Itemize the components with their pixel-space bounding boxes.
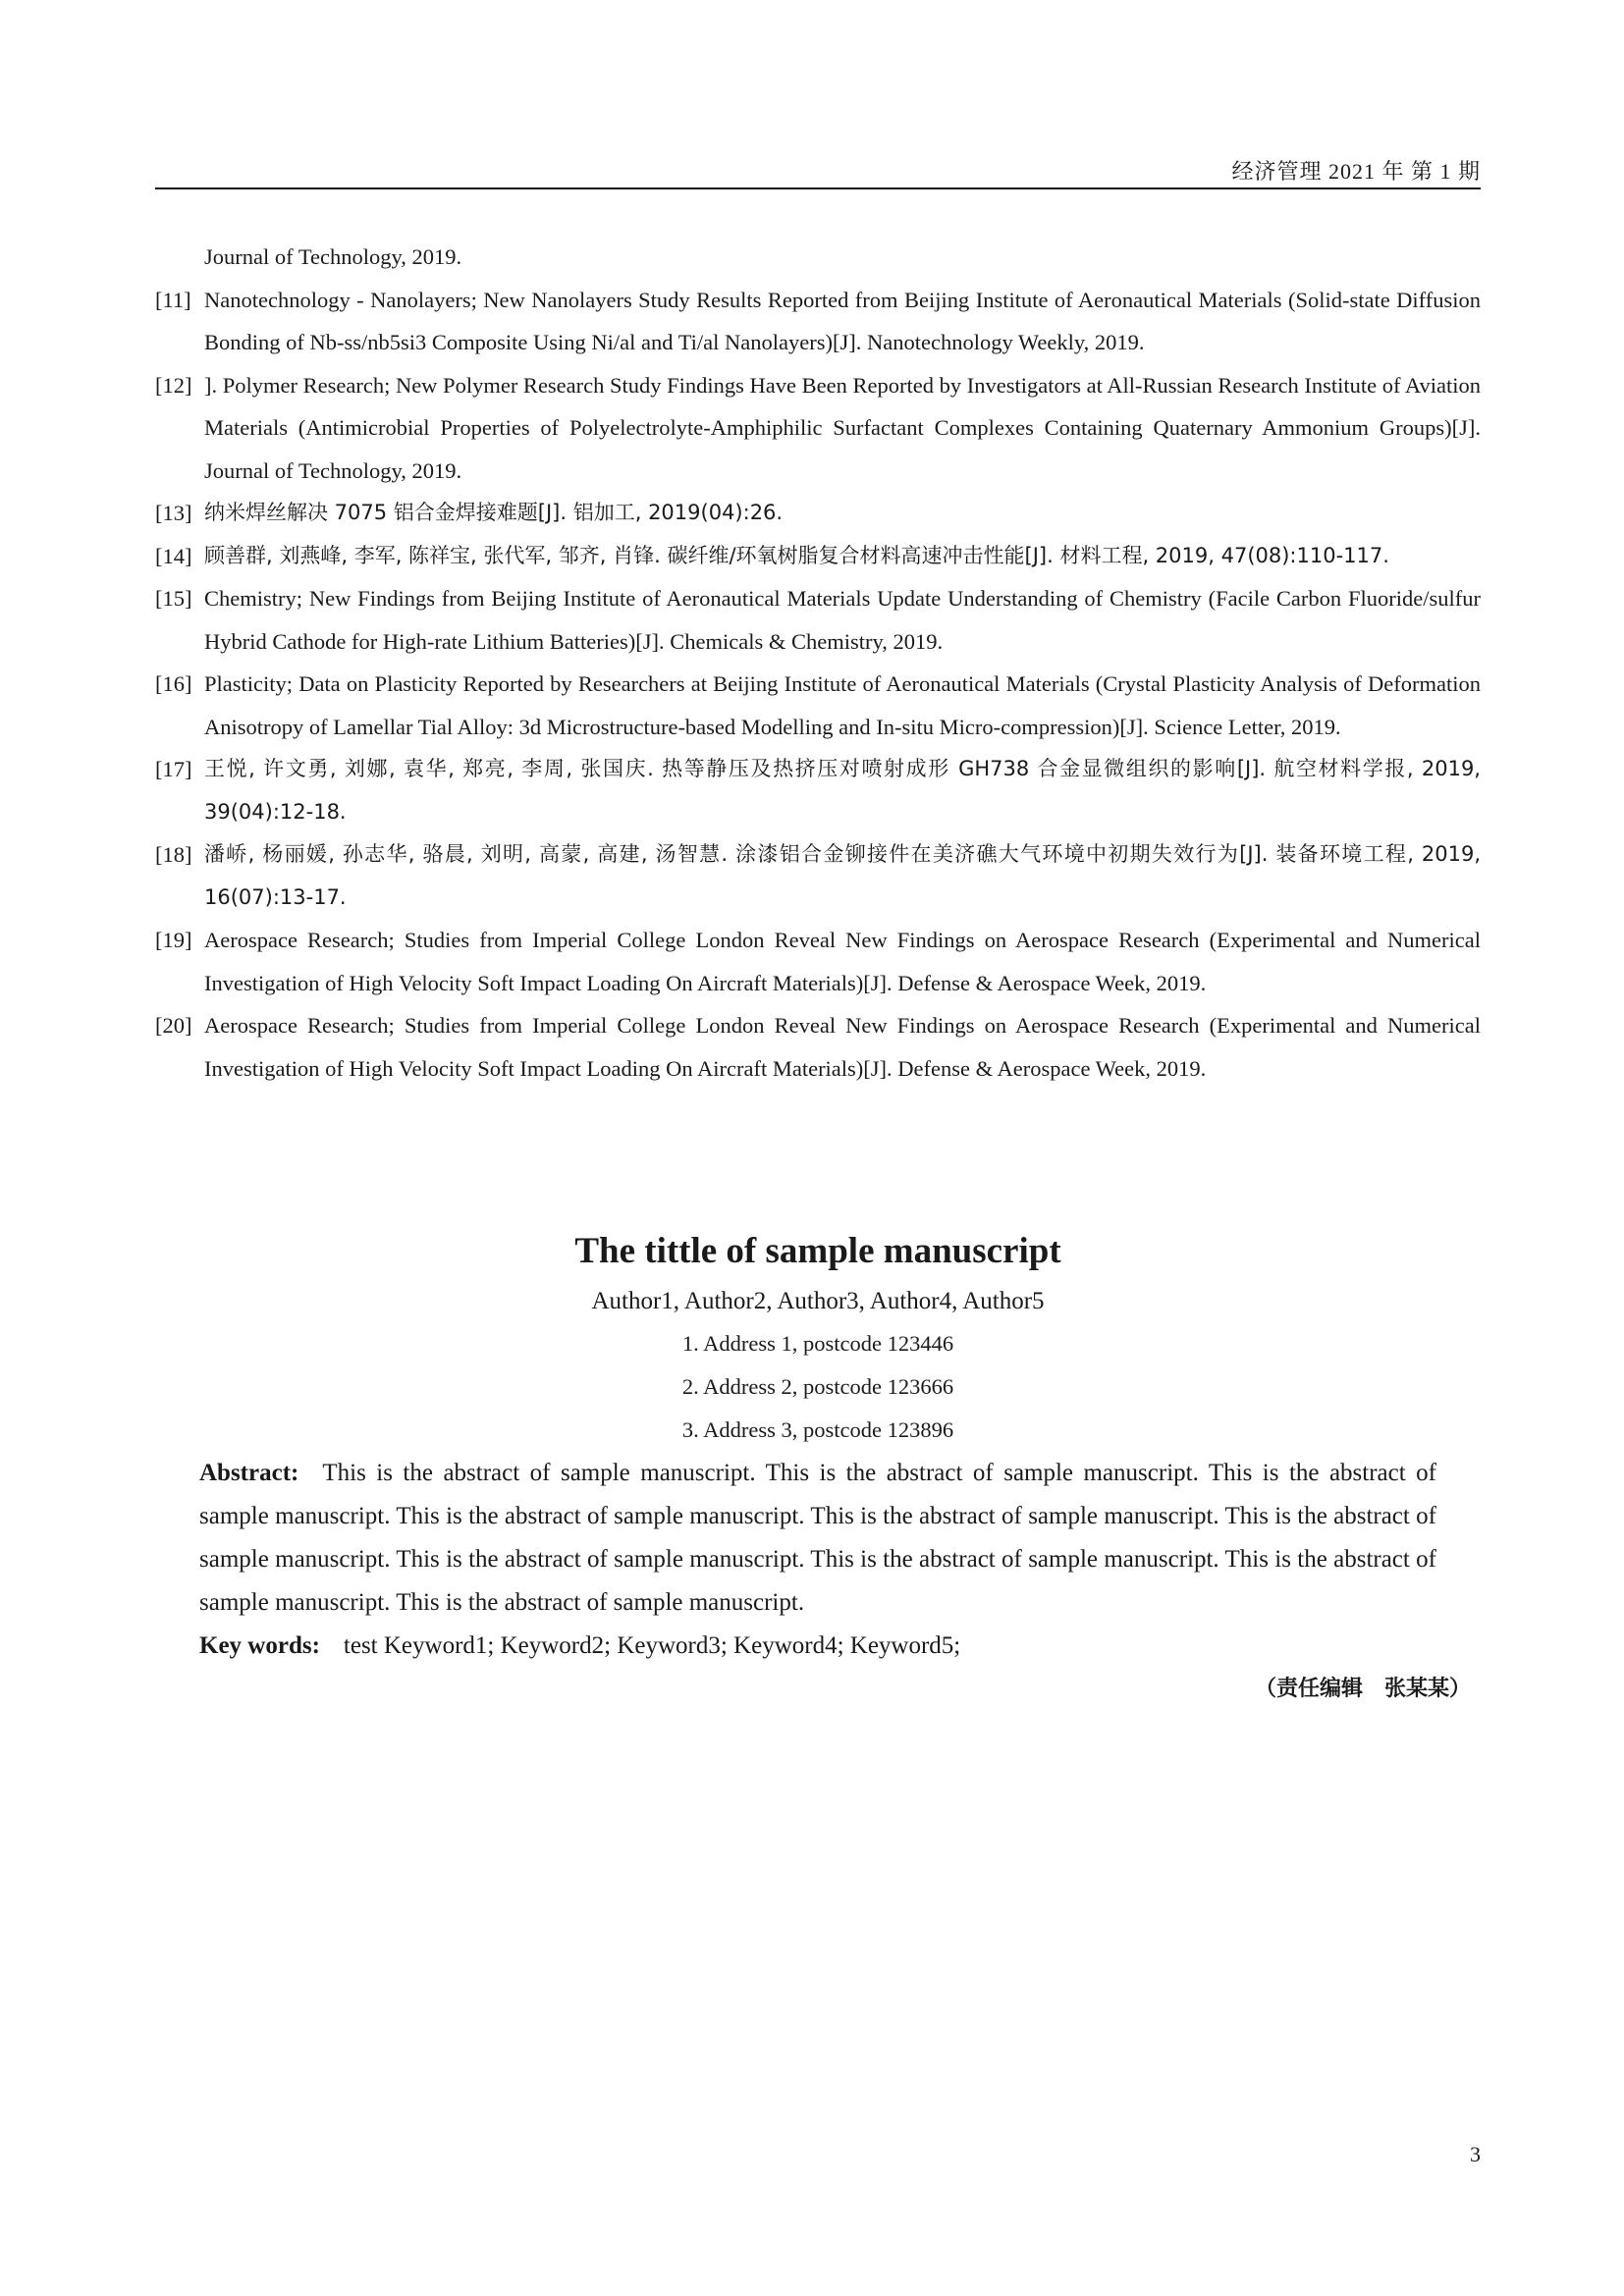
reference-number: [20] <box>155 1013 192 1038</box>
reference-number: [17] <box>155 757 192 781</box>
reference-text: Plasticity; Data on Plasticity Reported by Researchers at Beijing Institute of Aeronautical Materials (Crystal Plasticity Analysis of Deformation Anisotropy of Lamellar Tial Alloy: 3d Microstructure-based Modelling and In-situ Micro-compression)[J]. Science Letter, 2019. <box>204 671 1481 739</box>
reference-number: [13] <box>155 501 192 525</box>
reference-list <box>155 236 1481 1090</box>
reference-text: 纳米焊丝解决 7075 铝合金焊接难题[J]. 铝加工, 2019(04):26. <box>204 501 784 524</box>
sample-manuscript <box>155 1222 1481 1711</box>
page-number: 3 <box>1470 2142 1481 2166</box>
keywords-label: Key words: <box>199 1632 320 1659</box>
reference-number: [12] <box>155 372 192 398</box>
address-line: 2. Address 2, postcode 123666 <box>681 1374 954 1399</box>
reference-item <box>155 919 1481 1004</box>
address-line: 3. Address 3, postcode 123896 <box>681 1417 954 1442</box>
reference-text: 潘峤, 杨丽媛, 孙志华, 骆晨, 刘明, 高蒙, 高建, 汤智慧. 涂漆铝合金铆接件在美济礁大气环境中初期失效行为[J]. 装备环境工程, 2019, 16(07):13-17. <box>204 842 1481 909</box>
manuscript-title: The tittle of sample manuscript <box>574 1231 1061 1271</box>
keywords-line <box>199 1625 1436 1668</box>
reference-number: [18] <box>155 842 192 867</box>
reference-item <box>155 577 1481 663</box>
reference-text: 王悦, 许文勇, 刘娜, 袁华, 郑亮, 李周, 张国庆. 热等静压及热挤压对喷射成形 GH738 合金显微组织的影响[J]. 航空材料学报, 2019, 39(04):12-18. <box>204 757 1481 824</box>
abstract-label: Abstract: <box>199 1460 299 1486</box>
abstract-text: This is the abstract of sample manuscript. This is the abstract of sample manuscript. This is the abstract of sample manuscript. This is the abstract of sample manuscript. This is the abstract of sample manuscript. This is the abstract of sample manuscript. This is the abstract of sample manuscript. This is the abstract of sample manuscript. This is the abstract of sample manuscript. This is the abstract of sample manuscript. <box>199 1460 1436 1616</box>
reference-number: [11] <box>155 287 191 312</box>
reference-text: Aerospace Research; Studies from Imperial College London Reveal New Findings on Aerospace Research (Experimental and Numerical Investigation of High Velocity Soft Impact Loading On Aircraft Materials)[J]. Defense & Aerospace Week, 2019. <box>204 1013 1481 1081</box>
reference-number: [19] <box>155 928 192 952</box>
manuscript-authors: Author1, Author2, Author3, Author4, Author5 <box>591 1288 1045 1314</box>
reference-number: [14] <box>155 543 192 568</box>
reference-item <box>155 279 1481 364</box>
reference-text: 顾善群, 刘燕峰, 李军, 陈祥宝, 张代军, 邹齐, 肖锋. 碳纤维/环氧树脂复合材料高速冲击性能[J]. 材料工程, 2019, 47(08):110-117. <box>204 543 1389 567</box>
header-rule <box>155 187 1481 189</box>
reference-continuation: Journal of Technology, 2019. <box>204 244 462 269</box>
responsible-editor: （责任编辑 张某某） <box>1254 1677 1471 1701</box>
address-line: 1. Address 1, postcode 123446 <box>681 1331 954 1356</box>
reference-item <box>155 364 1481 493</box>
reference-text: Nanotechnology - Nanolayers; New Nanolayers Study Results Reported from Beijing Institute of Aeronautical Materials (Solid-state Diffusion Bonding of Nb-ss/nb5si3 Composite Using Ni/al and Ti/al Nanolayers)[J]. Nanotechnology Weekly, 2019. <box>204 287 1481 354</box>
running-header: 经济管理 2021 年 第 1 期 <box>1231 159 1481 184</box>
reference-number: [15] <box>155 586 192 611</box>
reference-text: Aerospace Research; Studies from Imperial College London Reveal New Findings on Aerospace Research (Experimental and Numerical Investigation of High Velocity Soft Impact Loading On Aircraft Materials)[J]. Defense & Aerospace Week, 2019. <box>204 928 1481 995</box>
reference-item <box>155 535 1481 578</box>
reference-item <box>155 1004 1481 1090</box>
reference-number: [16] <box>155 671 192 696</box>
reference-item <box>155 833 1481 919</box>
reference-text: Chemistry; New Findings from Beijing Institute of Aeronautical Materials Update Understanding of Chemistry (Facile Carbon Fluoride/sulfur Hybrid Cathode for High-rate Lithium Batteries)[J]. Chemicals & Chemistry, 2019. <box>204 586 1481 654</box>
reference-text: ]. Polymer Research; New Polymer Research Study Findings Have Been Reported by Investigators at All-Russian Research Institute of Aviation Materials (Antimicrobial Properties of Polyelectrolyte-Amphiphilic Surfactant Complexes Containing Quaternary Ammonium Groups)[J]. Journal of Technology, 2019. <box>204 372 1481 483</box>
reference-item <box>155 492 1481 535</box>
reference-item <box>155 663 1481 748</box>
abstract-paragraph <box>199 1452 1436 1625</box>
reference-item <box>155 748 1481 833</box>
keywords-text: test Keyword1; Keyword2; Keyword3; Keyword4; Keyword5; <box>343 1632 961 1659</box>
